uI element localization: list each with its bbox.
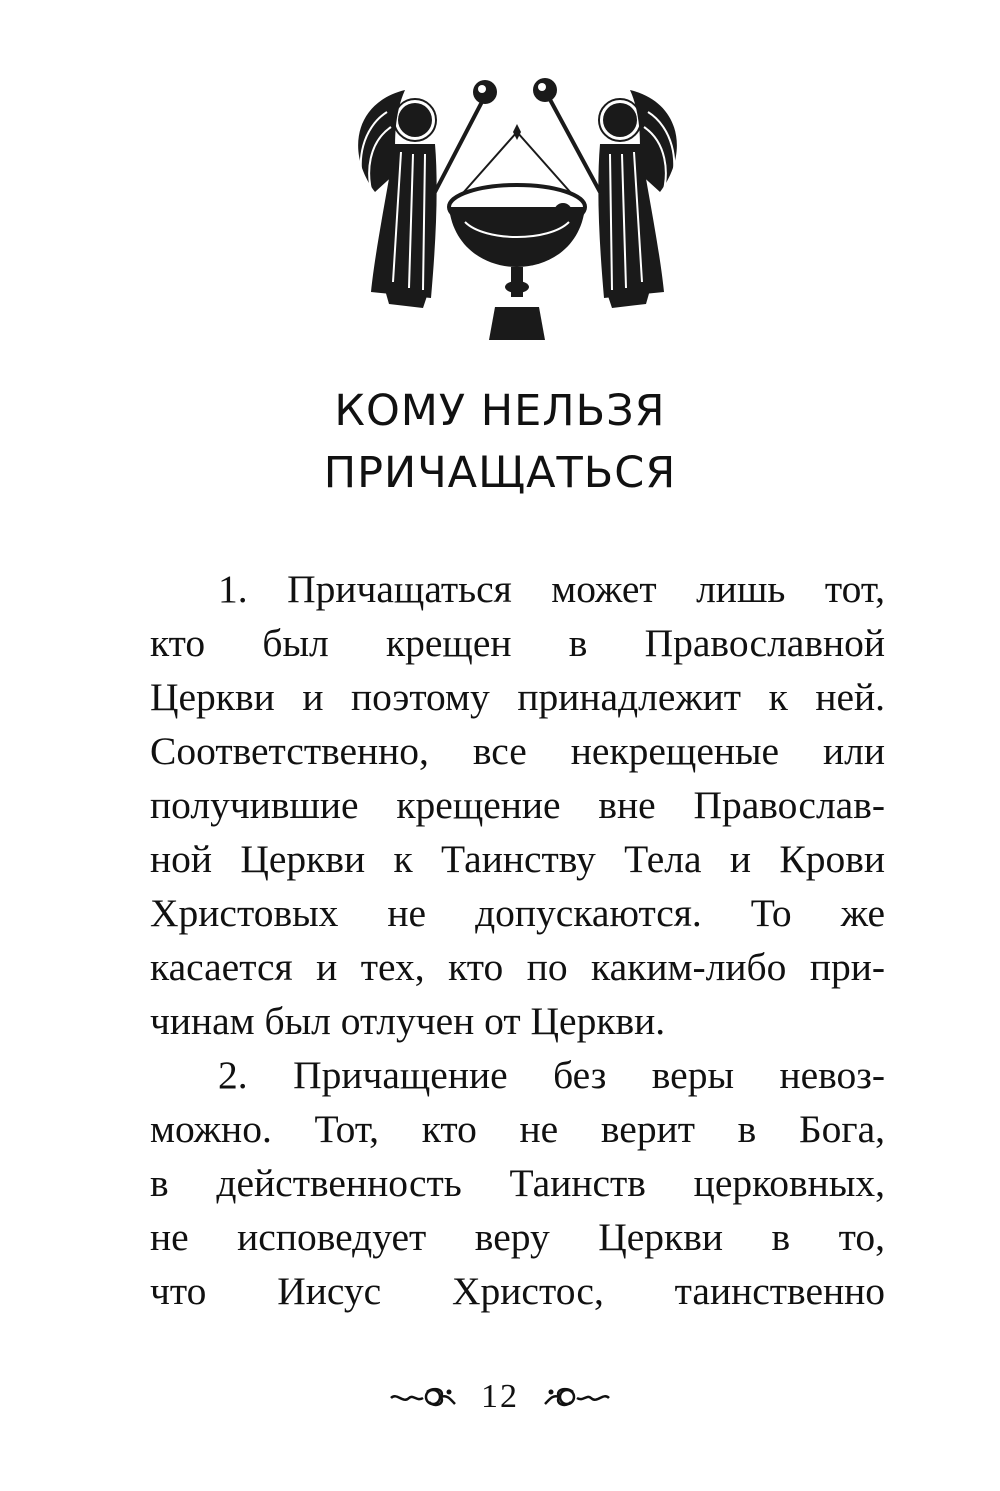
page-footer [0, 1372, 1000, 1422]
text-line: получившие крещение вне Православ- [150, 783, 885, 827]
page-title [0, 380, 1000, 504]
flourish-right-icon [541, 1384, 611, 1410]
text-line: чинам был отлучен от Церкви. [150, 999, 666, 1043]
title-line-2: ПРИЧАЩАТЬСЯ [323, 448, 677, 498]
text-line: касается и тех, кто по каким-либо при- [150, 945, 885, 989]
text-line: что Иисус Христос, таинственно [150, 1269, 885, 1313]
title-line-1: КОМУ НЕЛЬЗЯ [334, 386, 666, 436]
text-line: кто был крещен в Православной [150, 621, 885, 665]
flourish-left-icon [389, 1384, 459, 1410]
text-line: Соответственно, все некрещеные или [150, 729, 885, 773]
text-line: Церкви и поэтому принадлежит к ней. [150, 675, 885, 719]
text-line: Христовых не допускаются. То же [150, 891, 885, 935]
page-number: 12 [481, 1378, 519, 1415]
text-line: в действенность Таинств церковных, [150, 1161, 885, 1205]
paragraph-1 [150, 562, 885, 1048]
paragraph-2 [150, 1048, 885, 1318]
text-line: 2. Причащение без веры невоз- [218, 1053, 885, 1097]
body-text [150, 562, 885, 1318]
text-line: 1. Причащаться может лишь тот, [218, 567, 885, 611]
text-line: можно. Тот, кто не верит в Бога, [150, 1107, 885, 1151]
angels-with-chalice-icon [335, 72, 700, 348]
text-line: не исповедует веру Церкви в то, [150, 1215, 885, 1259]
text-line: ной Церкви к Таинству Тела и Крови [150, 837, 885, 881]
